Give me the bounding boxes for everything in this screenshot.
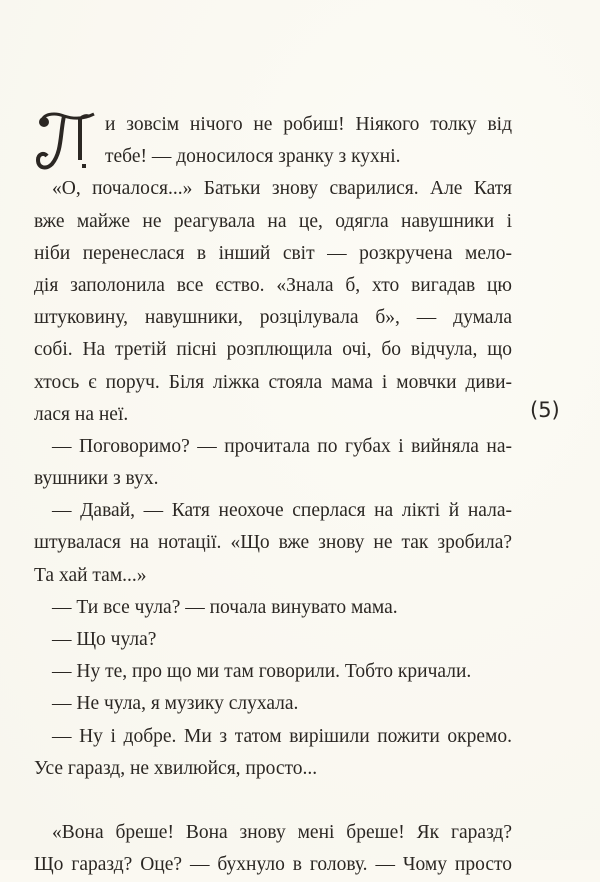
text-line: — Ну те, про що ми там говорили. Тобто кричали. [52,661,472,683]
text-line: лася на неї. [34,403,129,425]
text-line: тебе! — доносилося зранку з кухні. [105,146,401,168]
text-line: собі. На третій пісні розплющила очі, бо відчула, що [34,339,512,361]
text-line: вже майже не реагувала на це, одягла навушники і [34,210,512,232]
body-text [34,109,512,882]
text-line: Усе гаразд, не хвилюйся, просто... [34,757,318,779]
text-line: «Вона бреше! Вона знову мені бреше! Як гаразд? [52,822,512,844]
text-line: — Не чула, я музику слухала. [52,693,299,715]
text-line: — Ну і добре. Ми з татом вирішили пожити окремо. [52,725,512,747]
text-line: и зовсім нічого не робиш! Ніякого толку від [105,114,512,135]
text-line: — Давай, — Катя неохоче сперлася на лікті й нала- [52,500,512,522]
section-break [34,785,512,817]
text-line: штувалася на нотації. «Що вже знову не так зробила? [34,532,512,554]
text-line: «О, почалося...» Батьки знову сварилися. Але Катя [52,178,512,200]
text-line: Та хай там...» [34,564,147,586]
text-line: хтось є поруч. Біля ліжка стояла мама і мовчки диви- [34,371,512,393]
text-line: Що гаразд? Оце? — бухнуло в голову. — Чому просто [34,854,512,876]
text-line: штуковину, навушники, розцілувала б», — думала [34,307,512,329]
text-line: вушники з вух. [34,468,159,490]
text-line: — Поговоримо? — прочитала по губах і вийняла на- [52,435,512,457]
text-line: — Ти все чула? — почала винувато мама. [52,596,398,618]
text-line: — Що чула? [52,629,157,650]
page-number: (5) [530,398,560,422]
text-line: ніби перенеслася в інший світ — розкручена мело- [34,242,512,264]
text-line: дія заполонила все єство. «Знала б, хто вигадав цю [34,274,512,296]
